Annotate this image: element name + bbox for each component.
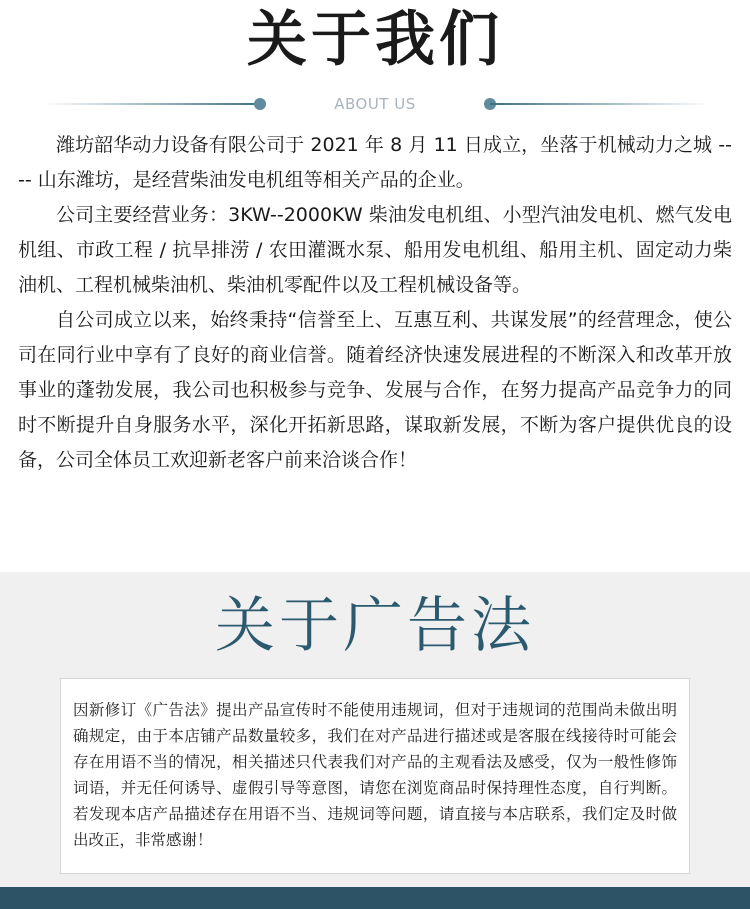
ad-law-section (0, 572, 750, 909)
about-us-subtitle: ABOUT US (334, 95, 416, 113)
bottom-bar (0, 887, 750, 909)
about-us-body (18, 128, 732, 478)
about-paragraph-3: 自公司成立以来，始终秉持“信誉至上、互惠互利、共谋发展”的经营理念，使公司在同行业中享有了良好的商业信誉。随着经济快速发展进程的不断深入和改革开放事业的蓬勃发展，我公司也积极参与竞争、发展与合作，在努力提高产品竞争力的同时不断提升自身服务水平，深化开拓新思路，谋取新发展，不断为客户提供优良的设备，公司全体员工欢迎新老客户前来洽谈合作！ (18, 309, 732, 471)
about-us-title: 关于我们 (247, 5, 503, 75)
title-divider (0, 96, 750, 112)
about-paragraph-2: 公司主要经营业务：3KW--2000KW 柴油发电机组、小型汽油发电机、燃气发电机组、市政工程 / 抗旱排涝 / 农田灌溉水泵、船用发电机组、船用主机、固定动力柴油机、工程机械柴油机、柴油机零配件以及工程机械设备等。 (18, 204, 732, 296)
divider-line-right (490, 103, 710, 105)
ad-law-notice-text: 因新修订《广告法》提出产品宣传时不能使用违规词，但对于违规词的范围尚未做出明确规定，由于本店铺产品数量较多，我们在对产品进行描述或是客服在线接待时可能会存在用语不当的情况，相关描述只代表我们对产品的主观看法及感受，仅为一般性修饰词语，并无任何诱导、虚假引导等意图，请您在浏览商品时保持理性态度，自行判断。若发现本店产品描述存在用语不当、违规词等问题，请直接与本店联系，我们定及时做出改正，非常感谢！ (73, 701, 677, 849)
about-paragraph-1: 潍坊韶华动力设备有限公司于 2021 年 8 月 11 日成立，坐落于机械动力之城 ---- 山东潍坊，是经营柴油发电机组等相关产品的企业。 (18, 134, 732, 191)
ad-law-notice-box (60, 678, 690, 874)
ad-law-title: 关于广告法 (215, 591, 535, 661)
